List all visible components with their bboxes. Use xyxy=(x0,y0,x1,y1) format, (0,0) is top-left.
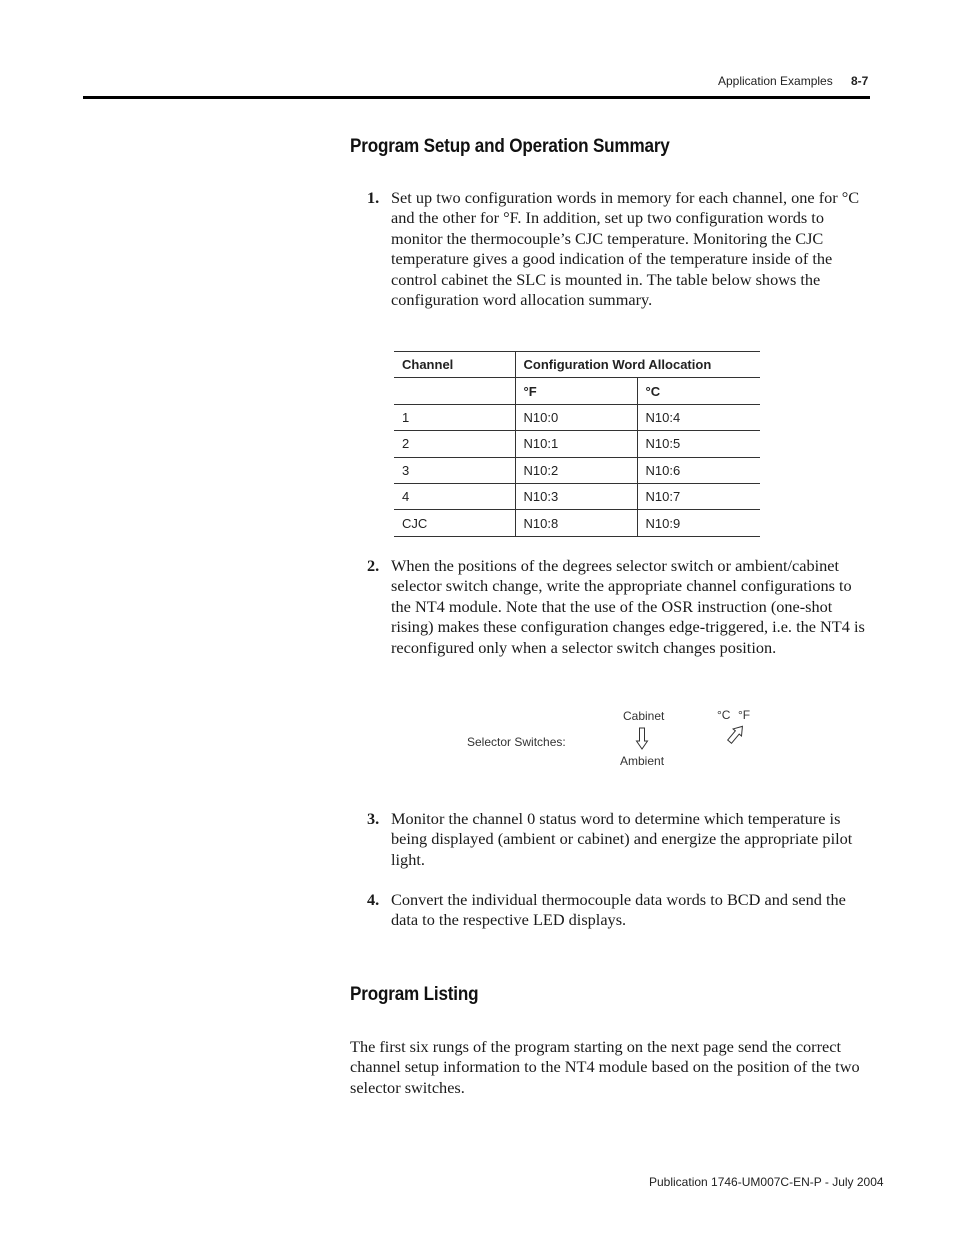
cell-channel: 4 xyxy=(394,483,515,509)
cell-c: N10:6 xyxy=(637,457,760,483)
running-header-section: Application Examples xyxy=(718,74,833,88)
publication-footer: Publication 1746-UM007C-EN-P - July 2004 xyxy=(649,1175,884,1189)
header-rule xyxy=(83,96,870,99)
cabinet-label: Cabinet xyxy=(623,709,665,723)
cell-c: N10:9 xyxy=(637,510,760,536)
cell-f: N10:3 xyxy=(515,483,637,509)
table-row xyxy=(394,404,760,430)
cell-c: N10:5 xyxy=(637,431,760,457)
step-text: Convert the individual thermocouple data words to BCD and send the data to the respective LED displays. xyxy=(391,890,846,930)
cell-f: N10:2 xyxy=(515,457,637,483)
fahrenheit-label: °F xyxy=(738,708,751,722)
cell-c: N10:7 xyxy=(637,483,760,509)
cell-channel: CJC xyxy=(394,510,515,536)
step-1 xyxy=(367,188,867,310)
cell-channel: 3 xyxy=(394,457,515,483)
cell-channel: 2 xyxy=(394,431,515,457)
table-subheader-row xyxy=(394,378,760,404)
step-text: When the positions of the degrees selector switch or ambient/cabinet selector switch change, write the appropriate channel configurations to the NT4 module. Note that the use of the OSR instruction (one-shot rising) makes these configuration changes edge-triggered, i.e. the NT4 is reconfigured only when a selector switch changes position. xyxy=(391,556,865,657)
step-number: 1. xyxy=(367,188,380,207)
selector-switches-label: Selector Switches: xyxy=(467,735,566,749)
table-header-row xyxy=(394,352,760,378)
step-number: 3. xyxy=(367,809,380,828)
cell-c: N10:4 xyxy=(637,404,760,430)
subheader-fahrenheit: °F xyxy=(515,378,637,404)
ambient-label: Ambient xyxy=(620,754,665,768)
cell-f: N10:0 xyxy=(515,404,637,430)
step-text: Monitor the channel 0 status word to determine which temperature is being displayed (ambient or cabinet) and energize the appropriate pilot light. xyxy=(391,809,853,869)
celsius-label: °C xyxy=(717,708,731,722)
subheader-empty xyxy=(394,378,515,404)
running-header-page-number: 8-7 xyxy=(851,74,869,88)
table-row xyxy=(394,457,760,483)
step-3 xyxy=(367,809,867,870)
cell-f: N10:1 xyxy=(515,431,637,457)
down-arrow-switch-icon xyxy=(635,727,649,751)
subheader-celsius: °C xyxy=(637,378,760,404)
table-row xyxy=(394,483,760,509)
step-number: 2. xyxy=(367,556,380,575)
step-text: Set up two configuration words in memory for each channel, one for °C and the other for °F. In addition, set up two configuration words to monitor the thermocouple’s CJC temperature. Monitoring the CJC temperature gives a good indication of the temperature inside of the control cabinet the SLC is mounted in. The table below shows the configuration word allocation summary. xyxy=(391,188,860,310)
diagonal-arrow-switch-icon xyxy=(726,722,746,746)
table-row xyxy=(394,510,760,536)
step-number: 4. xyxy=(367,890,380,909)
table-row xyxy=(394,431,760,457)
step-4 xyxy=(367,890,867,931)
program-listing-paragraph: The first six rungs of the program starting on the next page send the correct channel setup information to the NT4 module based on the position of the two selector switches. xyxy=(350,1037,860,1097)
header-config-word-allocation: Configuration Word Allocation xyxy=(515,352,760,378)
step-2 xyxy=(367,556,867,658)
cell-f: N10:8 xyxy=(515,510,637,536)
section-heading-program-listing: Program Listing xyxy=(350,984,479,1005)
cell-channel: 1 xyxy=(394,404,515,430)
config-word-table xyxy=(394,351,760,537)
section-heading-setup: Program Setup and Operation Summary xyxy=(350,136,670,157)
header-channel: Channel xyxy=(394,352,515,378)
